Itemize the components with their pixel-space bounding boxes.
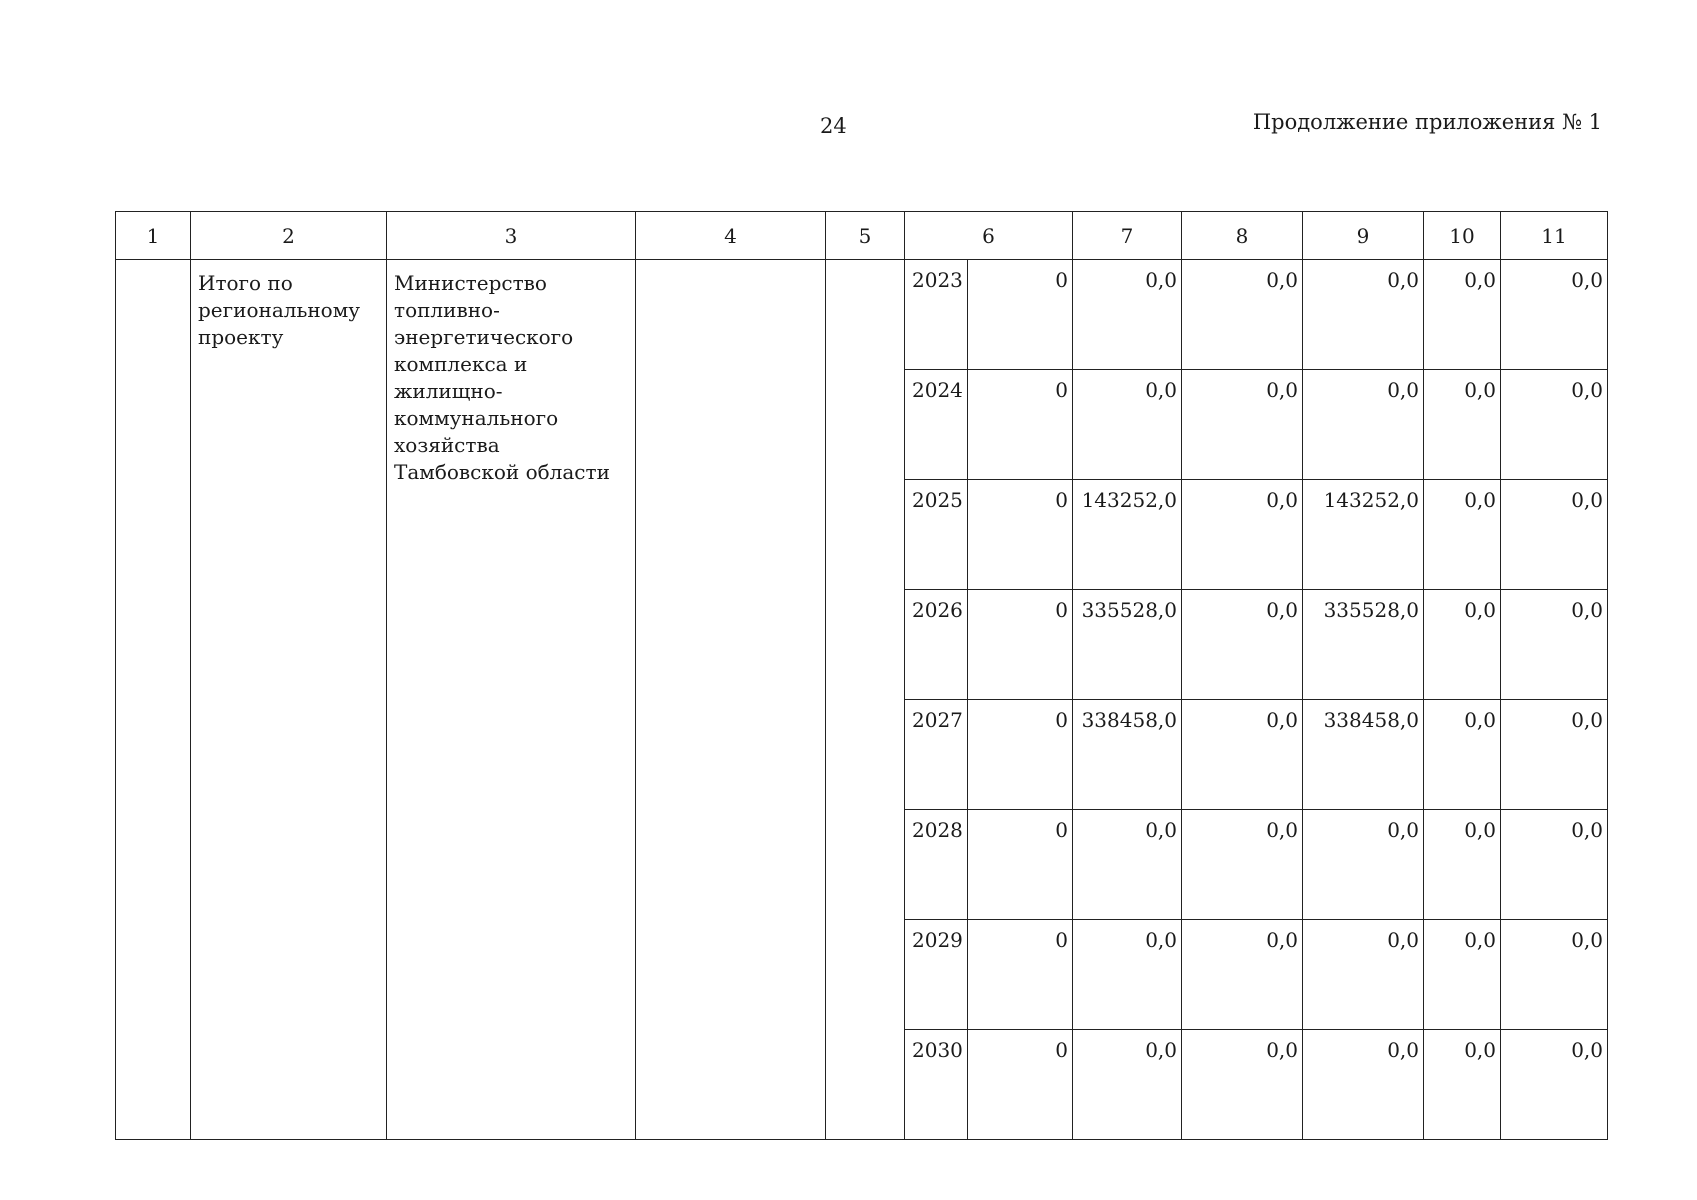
budget-table — [115, 211, 1608, 1140]
value-cell: 0,0 — [1424, 920, 1501, 1030]
value-cell: 0,0 — [1073, 370, 1182, 480]
year-cell: 2029 — [905, 920, 968, 1030]
value-cell: 335528,0 — [1303, 590, 1424, 700]
year-cell: 2028 — [905, 810, 968, 920]
value-cell: 335528,0 — [1073, 590, 1182, 700]
header-cell-8: 8 — [1182, 212, 1303, 260]
appendix-note: Продолжение приложения № 1 — [1252, 110, 1602, 134]
value-cell: 0,0 — [1182, 480, 1303, 590]
value-cell: 0,0 — [1424, 590, 1501, 700]
value-cell: 0,0 — [1303, 260, 1424, 370]
value-cell: 0 — [968, 1030, 1073, 1140]
value-cell: 0 — [968, 370, 1073, 480]
header-cell-3: 3 — [387, 212, 636, 260]
value-cell: 0,0 — [1182, 920, 1303, 1030]
value-cell: 338458,0 — [1073, 700, 1182, 810]
project-total-label: Итого по региональному проекту — [191, 260, 387, 1140]
value-cell: 0,0 — [1424, 1030, 1501, 1140]
value-cell: 0 — [968, 590, 1073, 700]
header-cell-9: 9 — [1303, 212, 1424, 260]
header-cell-11: 11 — [1501, 212, 1608, 260]
value-cell: 0,0 — [1424, 370, 1501, 480]
value-cell: 0,0 — [1501, 810, 1608, 920]
value-cell: 0,0 — [1182, 700, 1303, 810]
year-cell: 2027 — [905, 700, 968, 810]
year-cell: 2030 — [905, 1030, 968, 1140]
value-cell: 0,0 — [1073, 260, 1182, 370]
header-cell-2: 2 — [191, 212, 387, 260]
value-cell: 0,0 — [1073, 920, 1182, 1030]
value-cell: 0,0 — [1501, 260, 1608, 370]
value-cell: 0,0 — [1303, 810, 1424, 920]
value-cell: 338458,0 — [1303, 700, 1424, 810]
value-cell: 0,0 — [1501, 480, 1608, 590]
value-cell: 0,0 — [1303, 370, 1424, 480]
value-cell: 0,0 — [1424, 700, 1501, 810]
value-cell: 0,0 — [1501, 700, 1608, 810]
header-cell-1: 1 — [116, 212, 191, 260]
value-cell: 0,0 — [1182, 810, 1303, 920]
value-cell: 0,0 — [1182, 590, 1303, 700]
header-cell-10: 10 — [1424, 212, 1501, 260]
value-cell: 143252,0 — [1073, 480, 1182, 590]
column-5-cell — [826, 260, 905, 1140]
value-cell: 0,0 — [1501, 920, 1608, 1030]
value-cell: 0 — [968, 810, 1073, 920]
value-cell: 0 — [968, 260, 1073, 370]
value-cell: 0,0 — [1424, 260, 1501, 370]
value-cell: 0,0 — [1424, 480, 1501, 590]
page-number: 24 — [820, 114, 847, 138]
column-4-cell — [636, 260, 826, 1140]
value-cell: 0,0 — [1073, 810, 1182, 920]
header-cell-7: 7 — [1073, 212, 1182, 260]
value-cell: 0,0 — [1182, 260, 1303, 370]
value-cell: 0,0 — [1501, 1030, 1608, 1140]
year-cell: 2023 — [905, 260, 968, 370]
value-cell: 0 — [968, 920, 1073, 1030]
value-cell: 0,0 — [1424, 810, 1501, 920]
year-cell: 2025 — [905, 480, 968, 590]
year-cell: 2026 — [905, 590, 968, 700]
value-cell: 0,0 — [1501, 590, 1608, 700]
responsible-ministry: Министерство топливно-энергетического комплекса и жилищно-коммунального хозяйства Тамбовской области — [387, 260, 636, 1140]
header-row — [116, 212, 1608, 260]
year-cell: 2024 — [905, 370, 968, 480]
value-cell: 143252,0 — [1303, 480, 1424, 590]
header-cell-5: 5 — [826, 212, 905, 260]
value-cell: 0,0 — [1303, 920, 1424, 1030]
table-row — [116, 260, 1608, 370]
value-cell: 0,0 — [1303, 1030, 1424, 1140]
value-cell: 0,0 — [1182, 1030, 1303, 1140]
header-cell-6: 6 — [905, 212, 1073, 260]
column-1-cell — [116, 260, 191, 1140]
value-cell: 0,0 — [1501, 370, 1608, 480]
header-cell-4: 4 — [636, 212, 826, 260]
value-cell: 0,0 — [1182, 370, 1303, 480]
value-cell: 0,0 — [1073, 1030, 1182, 1140]
value-cell: 0 — [968, 700, 1073, 810]
value-cell: 0 — [968, 480, 1073, 590]
